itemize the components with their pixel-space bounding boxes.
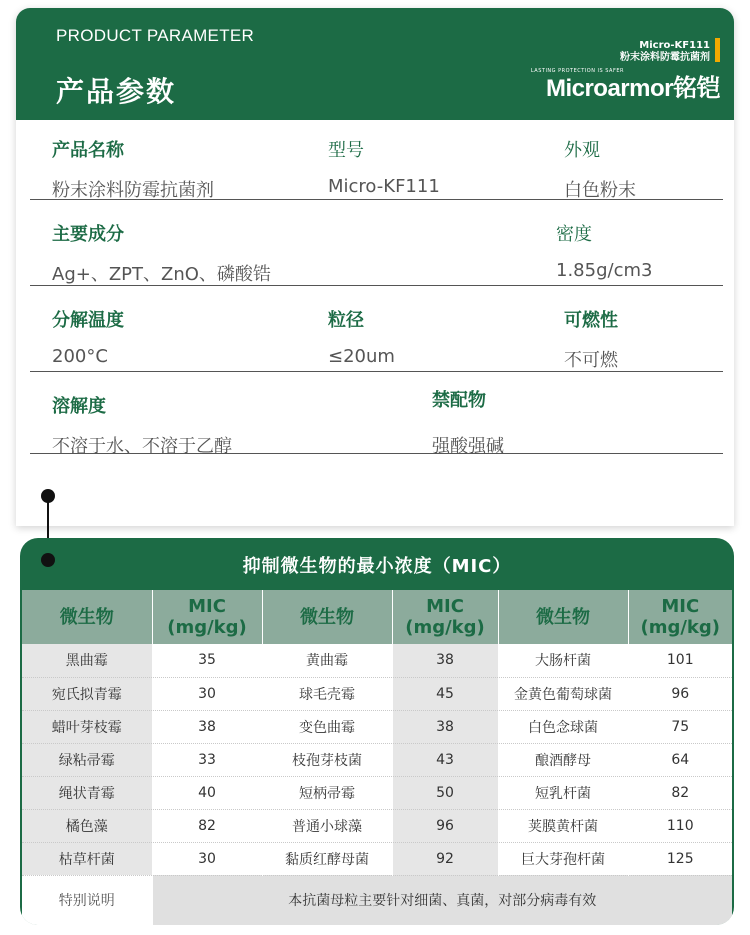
mic-value: 33 [152,743,262,776]
mic-value: 96 [392,809,498,842]
header-title-cn: 产品参数 [56,75,177,108]
mic-title: 抑制微生物的最小浓度（MIC） [242,556,512,577]
col-mic: MIC (mg/kg) [392,590,498,644]
organism-name: 橘色藻 [22,809,152,842]
organism-name: 蜡叶芽枝霉 [22,710,152,743]
header-accent-bar [715,38,720,62]
organism-name: 枝孢芽枝菌 [262,743,392,776]
mic-value: 96 [628,677,732,710]
organism-name: 黏质红酵母菌 [262,842,392,875]
param-row-3 [30,286,723,372]
mic-value: 38 [392,644,498,677]
organism-name: 巨大芽孢杆菌 [498,842,628,875]
note-text: 本抗菌母粒主要针对细菌、真菌，对部分病毒有效 [152,875,732,925]
param-label: 产品名称 [52,140,124,161]
organism-name: 酿酒酵母 [498,743,628,776]
param-label: 密度 [556,224,592,245]
organism-name: 绳状青霉 [22,776,152,809]
param-value: 不可燃 [564,350,618,371]
param-cell [564,306,618,372]
table-row [22,809,732,842]
note-row [22,875,732,925]
table-row [22,644,732,677]
header-model: Micro-KF111 [639,40,710,51]
param-value: 白色粉末 [564,180,636,201]
param-cell [328,306,395,367]
param-value: 粉末涂料防霉抗菌剂 [52,180,214,201]
organism-name: 枯草杆菌 [22,842,152,875]
organism-name: 普通小球藻 [262,809,392,842]
param-cell [432,386,504,458]
mic-value: 64 [628,743,732,776]
col-organism: 微生物 [22,590,152,644]
table-row [22,842,732,875]
mic-value: 35 [152,644,262,677]
mic-value: 50 [392,776,498,809]
param-cell [328,136,440,197]
mic-value: 30 [152,677,262,710]
param-value: 强酸强碱 [432,436,504,457]
connector-dot-bottom [41,553,55,567]
param-value: ≤20um [328,346,395,367]
param-cell [564,136,636,202]
param-cell [556,220,652,281]
param-value: 1.85g/cm3 [556,260,653,281]
organism-name: 白色念球菌 [498,710,628,743]
organism-name: 黑曲霉 [22,644,152,677]
mic-value: 125 [628,842,732,875]
param-label: 可燃性 [564,310,618,331]
param-label: 型号 [328,140,364,161]
table-row [22,776,732,809]
mic-value: 38 [152,710,262,743]
param-cell [52,220,271,286]
note-label: 特别说明 [22,875,152,925]
col-mic: MIC (mg/kg) [628,590,732,644]
mic-header-row [22,590,732,644]
col-organism: 微生物 [262,590,392,644]
organism-name: 绿粘帚霉 [22,743,152,776]
header-title-en: PRODUCT PARAMETER [56,26,255,45]
param-label: 外观 [564,140,600,161]
organism-name: 大肠杆菌 [498,644,628,677]
mic-value: 45 [392,677,498,710]
param-value: 200°C [52,346,108,367]
mic-value: 38 [392,710,498,743]
header-product-short: 粉末涂料防霉抗菌剂 [620,52,710,63]
param-cell [52,306,124,367]
col-mic: MIC (mg/kg) [152,590,262,644]
header-model-block [620,40,710,64]
header-banner [16,8,734,120]
param-row-2 [30,200,723,286]
param-value: 不溶于水、不溶于乙醇 [52,436,232,457]
brand-tagline: LASTING PROTECTION IS SAFER [530,68,624,74]
table-row [22,710,732,743]
table-row [22,743,732,776]
col-organism: 微生物 [498,590,628,644]
param-row-1 [30,120,723,200]
mic-value: 101 [628,644,732,677]
param-row-4 [30,372,723,457]
param-label: 粒径 [328,310,364,331]
organism-name: 短乳杆菌 [498,776,628,809]
mic-value: 92 [392,842,498,875]
mic-value: 110 [628,809,732,842]
param-label: 主要成分 [52,224,124,245]
organism-name: 变色曲霉 [262,710,392,743]
table-row [22,677,732,710]
param-value: Micro-KF111 [328,176,440,197]
param-cell [52,136,214,202]
organism-name: 荚膜黄杆菌 [498,809,628,842]
mic-value: 75 [628,710,732,743]
organism-name: 球毛壳霉 [262,677,392,710]
organism-name: 宛氏拟青霉 [22,677,152,710]
mic-value: 43 [392,743,498,776]
param-cell [52,392,232,458]
organism-name: 金黄色葡萄球菌 [498,677,628,710]
mic-value: 30 [152,842,262,875]
organism-name: 黄曲霉 [262,644,392,677]
param-label: 禁配物 [432,390,486,411]
mic-value: 82 [152,809,262,842]
mic-card [20,538,734,925]
param-value: Ag+、ZPT、ZnO、磷酸锆 [52,264,271,285]
param-label: 分解温度 [52,310,124,331]
mic-value: 82 [628,776,732,809]
brand-logo: Microarmor铭铠 [545,75,720,102]
param-label: 溶解度 [52,396,106,417]
organism-name: 短柄帚霉 [262,776,392,809]
mic-table [22,590,732,925]
mic-value: 40 [152,776,262,809]
